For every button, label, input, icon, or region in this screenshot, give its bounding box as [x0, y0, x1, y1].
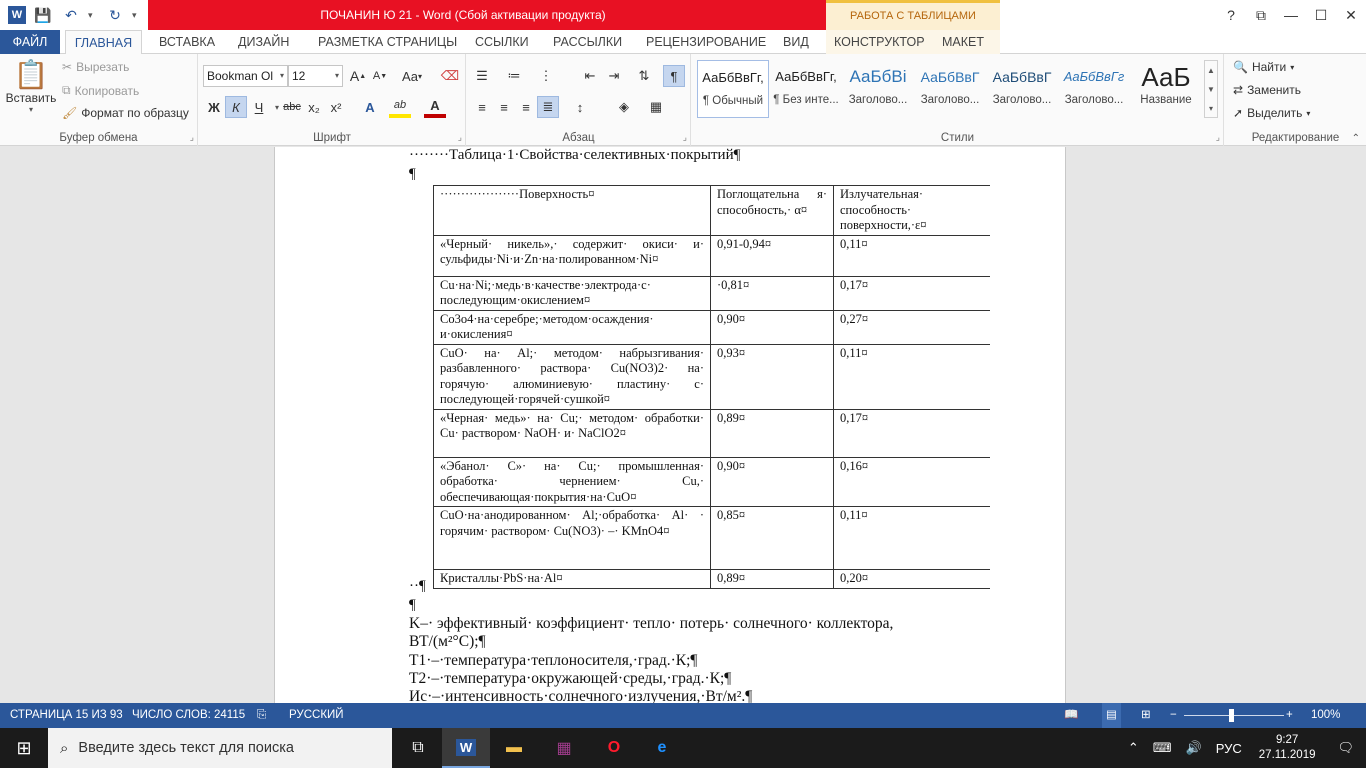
- table-cell[interactable]: «Черный· никель»,· содержит· окиси· и· сульфиды·Ni·и·Zn·на·полированном·Ni¤: [434, 235, 711, 276]
- proofing-icon[interactable]: ⎘: [257, 709, 267, 721]
- font-name-combo[interactable]: [203, 65, 288, 87]
- format-painter-button[interactable]: [62, 106, 189, 120]
- styles-launcher-icon[interactable]: ⌟: [1215, 132, 1220, 142]
- font-launcher-icon[interactable]: ⌟: [457, 132, 462, 142]
- read-mode-icon[interactable]: 📖: [1064, 709, 1079, 721]
- table-row: [434, 344, 990, 409]
- table-row: [434, 409, 990, 457]
- undo-dropdown-icon[interactable]: ▾: [88, 9, 93, 20]
- language-indicator[interactable]: РУССКИЙ: [289, 709, 344, 721]
- style-normal[interactable]: [697, 60, 769, 118]
- zoom-out-button[interactable]: −: [1170, 709, 1177, 721]
- tab-view[interactable]: ВИД: [783, 35, 809, 49]
- zoom-in-button[interactable]: +: [1286, 709, 1293, 721]
- font-color-button[interactable]: A: [424, 96, 446, 118]
- file-explorer-icon[interactable]: ▬: [506, 739, 522, 756]
- styles-gallery-scroll[interactable]: ▲ ▼ ▾: [1204, 60, 1218, 118]
- paragraph-mark: ¶: [409, 597, 416, 613]
- bold-button[interactable]: Ж: [208, 99, 220, 115]
- font-name-value: Bookman Ol: [207, 69, 274, 83]
- table-cell[interactable]: 0,16¤: [834, 457, 990, 507]
- line-spacing-icon[interactable]: ↕: [576, 99, 584, 115]
- clock[interactable]: [1249, 733, 1326, 763]
- editing-group-label: Редактирование: [1251, 132, 1340, 144]
- table-cell[interactable]: Co3o4·на·серебре;·методом·осаждения· и·окисления¤: [434, 310, 711, 344]
- table-cell[interactable]: «Черная· медь»· на· Cu;· методом· обработки· Cu· раствором· NaOH· и· NaClO2¤: [434, 409, 711, 457]
- editing-group: [1225, 54, 1366, 146]
- tab-page-layout[interactable]: РАЗМЕТКА СТРАНИЦЫ: [318, 35, 458, 49]
- word-app-icon[interactable]: W: [8, 6, 26, 24]
- paste-button[interactable]: 📋 Вставить ▾: [5, 59, 57, 114]
- clock-time: 9:27: [1275, 734, 1299, 746]
- table-tools-context-label: РАБОТА С ТАБЛИЦАМИ: [826, 0, 1000, 30]
- style-sample: АаБбВвГг,: [702, 70, 764, 85]
- shrink-font-label: A: [372, 70, 381, 82]
- highlight-button[interactable]: ab: [389, 96, 411, 118]
- body-text-k-units: ВТ/(м²°С);¶: [409, 633, 486, 650]
- document-page[interactable]: [274, 147, 1066, 703]
- cursor-icon: ➚: [1233, 106, 1244, 120]
- window-controls: [1216, 0, 1366, 30]
- search-placeholder: Введите здесь текст для поиска: [78, 740, 294, 756]
- clear-formatting-icon[interactable]: ⌫: [440, 68, 460, 83]
- copy-button[interactable]: [62, 83, 139, 98]
- clipboard-launcher-icon[interactable]: ⌟: [189, 132, 194, 142]
- zoom-slider[interactable]: [1184, 715, 1284, 716]
- save-icon[interactable]: 💾: [34, 6, 52, 23]
- table-cell[interactable]: 0,85¤: [711, 507, 834, 570]
- zoom-level[interactable]: 100%: [1311, 709, 1341, 721]
- table-cell[interactable]: 0,17¤: [834, 276, 990, 310]
- document-workspace[interactable]: [0, 147, 1366, 703]
- page-counter[interactable]: СТРАНИЦА 15 ИЗ 93: [10, 709, 123, 721]
- style-heading-4[interactable]: [1058, 60, 1130, 118]
- style-name: ¶ Без инте...: [773, 94, 839, 106]
- notifications-icon[interactable]: 🗨: [1337, 740, 1354, 755]
- style-title[interactable]: [1130, 60, 1202, 118]
- table-cell[interactable]: Кристаллы·PbS·на·Al¤: [434, 570, 711, 589]
- find-label: Найти: [1251, 60, 1287, 74]
- font-size-combo[interactable]: [288, 65, 343, 87]
- system-tray: [1121, 728, 1366, 768]
- style-sample: АаБбВвГг: [1063, 69, 1125, 84]
- copy-label: Копировать: [74, 83, 140, 98]
- align-left-icon[interactable]: ≡: [478, 99, 486, 115]
- table-cell[interactable]: 0,20¤: [834, 570, 990, 589]
- clock-date: 27.11.2019: [1258, 749, 1316, 761]
- paragraph-group-label: Абзац: [562, 132, 595, 144]
- strikethrough-button[interactable]: abc: [283, 101, 301, 113]
- tab-home[interactable]: ГЛАВНАЯ: [65, 30, 142, 55]
- grow-font-button[interactable]: A ▲: [349, 68, 367, 84]
- taskbar-search[interactable]: [48, 728, 392, 768]
- paragraph-mark: ¶: [409, 166, 416, 182]
- chevron-down-icon: ▾: [334, 71, 339, 80]
- quick-access-toolbar: [0, 0, 142, 30]
- style-name: Заголово...: [848, 94, 908, 106]
- windows-taskbar: [0, 728, 1366, 768]
- network-icon[interactable]: ⌨: [1152, 740, 1172, 755]
- italic-button[interactable]: К: [225, 96, 247, 118]
- collapse-ribbon-icon[interactable]: ⌃: [1351, 133, 1360, 144]
- table-row: [434, 457, 990, 507]
- scissors-icon: ✂: [62, 60, 73, 74]
- opera-icon[interactable]: O: [607, 739, 621, 756]
- table-row: [434, 235, 990, 276]
- style-name: ¶ Обычный: [702, 95, 764, 107]
- title-bar: [0, 0, 1366, 30]
- select-label: Выделить: [1247, 106, 1303, 120]
- table-cell[interactable]: 0,93¤: [711, 344, 834, 409]
- customize-qat-icon[interactable]: ▾: [132, 9, 137, 20]
- text-effects-button[interactable]: A: [365, 99, 375, 115]
- align-right-icon[interactable]: ≡: [522, 99, 530, 115]
- undo-icon[interactable]: ↶: [65, 6, 77, 23]
- minimize-button[interactable]: —: [1284, 7, 1298, 23]
- status-bar: [0, 703, 1366, 728]
- clipboard-icon: 📋: [13, 59, 49, 90]
- style-sample: АаБбВвГ: [992, 69, 1052, 85]
- table-cell[interactable]: CuO· на· Al;· методом· набрызгивания· разбавленного· раствора· Cu(NO3)2· на· горячую· алюминиевую· пластину· с· последующей·горячей·сушкой¤: [434, 344, 711, 409]
- grow-font-label: A: [349, 68, 360, 84]
- borders-icon[interactable]: ▦: [649, 99, 663, 114]
- ribbon-tabs: [0, 30, 1366, 54]
- style-name: Заголово...: [920, 94, 980, 106]
- font-group-label: Шрифт: [313, 132, 351, 144]
- superscript-button[interactable]: x²: [330, 99, 342, 115]
- show-formatting-marks-button[interactable]: ¶: [663, 65, 685, 87]
- body-text-k: K–· эффективный· коэффициент· тепло· потерь· солнечного· коллектора,: [409, 615, 894, 632]
- close-button[interactable]: ✕: [1345, 6, 1357, 23]
- replace-button[interactable]: [1233, 83, 1301, 97]
- table-cell[interactable]: 0,91-0,94¤: [711, 235, 834, 276]
- tab-design[interactable]: ДИЗАЙН: [238, 35, 290, 49]
- chevron-down-icon: ▾: [279, 71, 284, 80]
- numbering-icon[interactable]: ≔: [507, 68, 521, 83]
- cut-label: Вырезать: [76, 60, 130, 74]
- align-center-icon[interactable]: ≡: [500, 99, 508, 115]
- tab-table-layout[interactable]: МАКЕТ: [926, 30, 1000, 54]
- font-size-value: 12: [292, 69, 306, 83]
- sort-icon[interactable]: ⇅: [638, 68, 650, 83]
- paintbrush-icon: 🖌: [62, 106, 78, 120]
- styles-group: [692, 54, 1224, 146]
- justify-icon[interactable]: ≣: [537, 96, 559, 118]
- underline-dropdown-icon[interactable]: ▾: [274, 102, 279, 112]
- copy-icon: ⧉: [62, 83, 71, 97]
- font-group: [199, 54, 466, 146]
- table-row: [434, 310, 990, 344]
- underline-button[interactable]: Ч: [254, 99, 264, 115]
- style-name: Заголово...: [1064, 94, 1124, 106]
- volume-icon[interactable]: 🔊: [1185, 740, 1202, 755]
- table-caption: ········Таблица·1·Свойства·селективных·покрытий¶: [409, 147, 741, 163]
- web-layout-icon[interactable]: ⊞: [1141, 709, 1151, 721]
- style-sample: АаБ: [1141, 62, 1191, 92]
- table-cell[interactable]: 0,11¤: [834, 235, 990, 276]
- tab-table-design[interactable]: КОНСТРУКТОР: [826, 30, 926, 54]
- change-case-label: Aa: [402, 68, 418, 84]
- table-cell[interactable]: ·0,81¤: [711, 276, 834, 310]
- style-sample: АаБбВі: [849, 67, 907, 86]
- table-header-cell[interactable]: Поглощательна я· способность,· α¤: [711, 186, 834, 236]
- style-sample: АаБбВвГ: [920, 69, 980, 85]
- style-heading-3[interactable]: [986, 60, 1058, 118]
- multilevel-list-icon[interactable]: ⋮: [539, 68, 553, 83]
- tab-insert[interactable]: ВСТАВКА: [159, 35, 216, 49]
- subscript-button[interactable]: x₂: [308, 99, 320, 115]
- task-view-icon[interactable]: ⧉: [412, 739, 424, 756]
- increase-indent-icon[interactable]: ⇥: [608, 68, 620, 83]
- table-header-row: [434, 186, 990, 236]
- select-button[interactable]: ➚ Выделить ▾: [1233, 106, 1311, 120]
- bullets-icon[interactable]: ☰: [476, 68, 488, 83]
- table-row: [434, 570, 990, 589]
- table-cell[interactable]: 0,89¤: [711, 570, 834, 589]
- change-case-button[interactable]: Aa ▾: [402, 68, 422, 84]
- word-taskbar-icon[interactable]: W: [442, 728, 490, 768]
- windows-logo-icon: ⊞: [16, 737, 32, 758]
- paragraph-launcher-icon[interactable]: ⌟: [682, 132, 687, 142]
- table-cell[interactable]: 0,11¤: [834, 507, 990, 570]
- style-heading-2[interactable]: [914, 60, 986, 118]
- shrink-font-button[interactable]: A ▼: [372, 70, 388, 82]
- keyboard-language[interactable]: РУС: [1215, 740, 1242, 756]
- table-header-cell[interactable]: Излучательная· способность· поверхности,·ε¤: [834, 186, 990, 236]
- shading-icon[interactable]: ◈: [619, 99, 629, 114]
- body-text-ic: Ис·–·интенсивность·солнечного·излучения,·Вт/м².¶: [409, 688, 753, 703]
- print-layout-icon[interactable]: ▤: [1102, 703, 1121, 728]
- body-text-t1: T1·–·температура·теплоносителя,·град.·К;¶: [409, 652, 698, 669]
- table-header-cell[interactable]: ···················Поверхность¤: [434, 186, 711, 236]
- clipboard-group: [0, 54, 198, 146]
- table-row: [434, 507, 990, 570]
- table-cell[interactable]: 0,89¤: [711, 409, 834, 457]
- word-count[interactable]: ЧИСЛО СЛОВ: 24115: [132, 709, 246, 721]
- ribbon: [0, 54, 1366, 146]
- paste-label: Вставить: [5, 91, 57, 105]
- chevron-up-icon[interactable]: ⌃: [1127, 740, 1139, 755]
- paragraph-group: [467, 54, 691, 146]
- format-painter-label: Формат по образцу: [81, 106, 189, 120]
- table-cell[interactable]: 0,17¤: [834, 409, 990, 457]
- tab-mailings[interactable]: РАССЫЛКИ: [553, 35, 623, 49]
- table-cell[interactable]: 0,27¤: [834, 310, 990, 344]
- style-name: Название: [1140, 94, 1192, 106]
- tab-references[interactable]: ССЫЛКИ: [475, 35, 529, 49]
- search-icon: ⌕: [60, 739, 69, 757]
- table-cell[interactable]: 0,90¤: [711, 457, 834, 507]
- style-heading-1[interactable]: [842, 60, 914, 118]
- style-name: Заголово...: [992, 94, 1052, 106]
- replace-label: Заменить: [1247, 83, 1301, 97]
- table-cell[interactable]: «Эбанол· С»· на· Cu;· промышленная· обработка· чернением· Cu,· обеспечивающая·покрытия·на·CuO¤: [434, 457, 711, 507]
- maximize-button[interactable]: ☐: [1314, 6, 1328, 23]
- styles-group-label: Стили: [940, 132, 975, 144]
- table-row: [434, 276, 990, 310]
- properties-table[interactable]: [433, 185, 990, 589]
- clipboard-group-label: Буфер обмена: [59, 132, 138, 144]
- table-cell[interactable]: 0,11¤: [834, 344, 990, 409]
- decrease-indent-icon[interactable]: ⇤: [584, 68, 596, 83]
- style-sample: АаБбВвГг,: [775, 69, 837, 84]
- replace-icon: ⇄: [1233, 83, 1244, 97]
- start-button[interactable]: [0, 728, 48, 768]
- find-button[interactable]: 🔍 Найти ▾: [1233, 60, 1295, 74]
- document-title: ПОЧАНИН Ю 21 - Word (Сбой активации продукта): [320, 8, 606, 22]
- search-icon: 🔍: [1233, 60, 1248, 74]
- edge-icon[interactable]: e: [657, 739, 667, 756]
- redo-icon[interactable]: ↻: [109, 6, 121, 23]
- cut-button[interactable]: [62, 60, 129, 74]
- zoom-slider-thumb[interactable]: [1229, 709, 1234, 722]
- tab-review[interactable]: РЕЦЕНЗИРОВАНИЕ: [646, 35, 767, 49]
- ribbon-display-options-button[interactable]: ⧉: [1256, 6, 1266, 23]
- table-cell[interactable]: Cu·на·Ni;·медь·в·качестве·электрода·с· последующим·окислением¤: [434, 276, 711, 310]
- winrar-icon[interactable]: ▦: [556, 740, 572, 757]
- style-no-spacing[interactable]: [770, 60, 842, 118]
- table-cell[interactable]: CuO·на·анодированном· Al;·обработка· Al· · горячим· раствором· Cu(NO3)· –· KMnO4¤: [434, 507, 711, 570]
- tab-file[interactable]: ФАЙЛ: [0, 30, 60, 54]
- body-text-t2: T2·–·температура·окружающей·среды,·град.·К;¶: [409, 670, 732, 687]
- paragraph-mark: ··¶: [409, 578, 426, 594]
- table-cell[interactable]: 0,90¤: [711, 310, 834, 344]
- help-button[interactable]: ?: [1227, 7, 1235, 23]
